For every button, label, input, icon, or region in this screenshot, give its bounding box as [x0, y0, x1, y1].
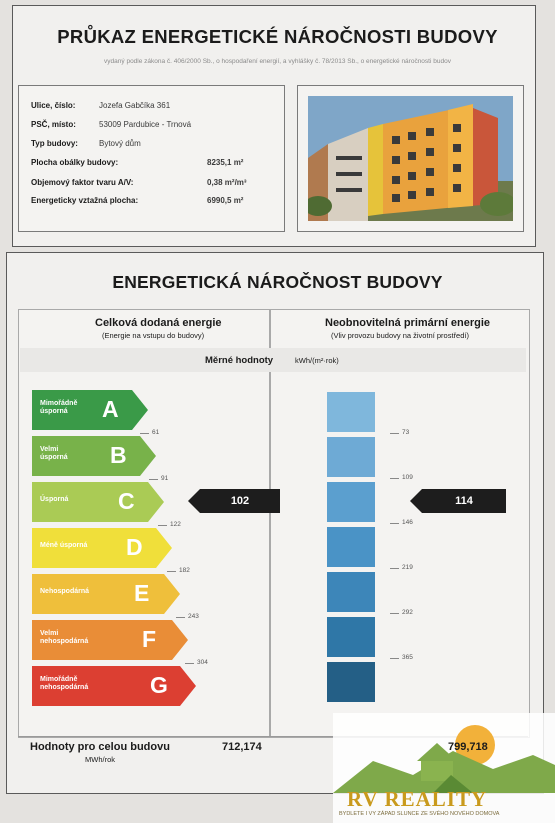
scale-bar — [327, 392, 375, 432]
factor-label: Objemový faktor tvaru A/V: — [31, 178, 134, 187]
band-label: Velmi úsporná — [40, 446, 68, 461]
primary-energy-indicator — [422, 489, 506, 513]
scale-bar — [327, 572, 375, 612]
primary-energy-panel — [270, 309, 530, 738]
band-f — [32, 620, 188, 660]
threshold-label: 146 — [402, 519, 413, 526]
area-label: Plocha obálky budovy: — [31, 158, 119, 167]
totals-label: Hodnoty pro celou budovu — [30, 741, 170, 753]
unit-label: kWh/(m²·rok) — [295, 356, 339, 365]
band-c — [32, 482, 164, 522]
band-a — [32, 390, 148, 430]
threshold-label: 243 — [188, 613, 199, 620]
band-label: Úsporná — [40, 496, 69, 503]
ref-area-value: 6990,5 m² — [207, 196, 244, 205]
total-delivered-value: 712,174 — [222, 741, 262, 753]
scale-bar — [327, 437, 375, 477]
threshold-label: 122 — [170, 521, 181, 528]
primary-energy-value: 114 — [455, 495, 473, 507]
band-letter: D — [126, 534, 143, 560]
band-label: Mimořádně nehospodárná — [40, 676, 89, 691]
building-photo-frame — [297, 85, 524, 232]
threshold-label: 73 — [402, 429, 410, 436]
certificate-title: PRŮKAZ ENERGETICKÉ NÁROČNOSTI BUDOVY — [57, 26, 498, 47]
total-primary-value: 799,718 — [448, 741, 488, 753]
scale-bar — [327, 527, 375, 567]
band-letter: C — [118, 488, 135, 514]
address-label: Ulice, číslo: — [31, 101, 76, 110]
primary-energy-subheading: (Vliv provozu budovy na životní prostředí) — [331, 331, 469, 340]
rv-reality-logo — [333, 713, 555, 823]
band-b — [32, 436, 156, 476]
type-label: Typ budovy: — [31, 139, 78, 148]
delivered-energy-indicator — [200, 489, 280, 513]
delivered-energy-subheading: (Energie na vstupu do budovy) — [102, 331, 205, 340]
specific-values-label: Měrné hodnoty — [205, 355, 274, 366]
band-letter: A — [102, 396, 119, 422]
band-letter: F — [142, 626, 157, 652]
band-label: Mimořádně úsporná — [40, 400, 78, 415]
totals-unit: MWh/rok — [85, 755, 115, 764]
threshold-label: 182 — [179, 567, 190, 574]
psc-label: PSČ, místo: — [31, 120, 76, 129]
band-d — [32, 528, 172, 568]
certificate-subtitle: vydaný podle zákona č. 406/2000 Sb., o hospodaření energií, a vyhlášky č. 78/2013 Sb., o energetické náročnosti budov — [104, 58, 451, 65]
band-label: Velmi nehospodárná — [40, 630, 89, 645]
primary-energy-heading: Neobnovitelná primární energie — [325, 317, 491, 329]
logo-graphic — [333, 713, 555, 793]
scale-bar — [327, 482, 375, 522]
delivered-energy-heading: Celková dodaná energie — [95, 317, 222, 329]
band-letter: G — [150, 672, 168, 698]
threshold-label: 292 — [402, 609, 413, 616]
scale-bar — [327, 617, 375, 657]
building-info-panel — [18, 85, 285, 232]
ref-area-label: Energeticky vztažná plocha: — [31, 196, 139, 205]
band-letter: E — [134, 580, 150, 606]
area-value: 8235,1 m² — [207, 158, 244, 167]
factor-value: 0,38 m²/m³ — [207, 178, 247, 187]
band-g — [32, 666, 196, 706]
threshold-label: 109 — [402, 474, 413, 481]
band-letter: B — [110, 442, 127, 468]
threshold-label: 304 — [197, 659, 208, 666]
scale-bar — [327, 662, 375, 702]
threshold-label: 365 — [402, 654, 413, 661]
address-value: Jozefa Gabčíka 361 — [99, 101, 171, 110]
building-photo — [308, 96, 513, 221]
threshold-label: 219 — [402, 564, 413, 571]
band-label: Nehospodárná — [40, 588, 90, 595]
delivered-energy-value: 102 — [230, 495, 250, 507]
logo-tagline: BYDLETE I VY ZÁPAD SLUNCE ZE SVÉHO NOVÉHO DOMOVA — [339, 811, 500, 817]
threshold-label: 61 — [152, 429, 160, 436]
band-label: Méně úsporná — [40, 542, 88, 549]
section-title: ENERGETICKÁ NÁROČNOST BUDOVY — [112, 272, 443, 292]
threshold-label: 91 — [161, 475, 169, 482]
type-value: Bytový dům — [99, 139, 141, 148]
logo-name: RV REALITY — [347, 787, 488, 811]
psc-value: 53009 Pardubice - Trnová — [99, 120, 192, 129]
band-e — [32, 574, 180, 614]
